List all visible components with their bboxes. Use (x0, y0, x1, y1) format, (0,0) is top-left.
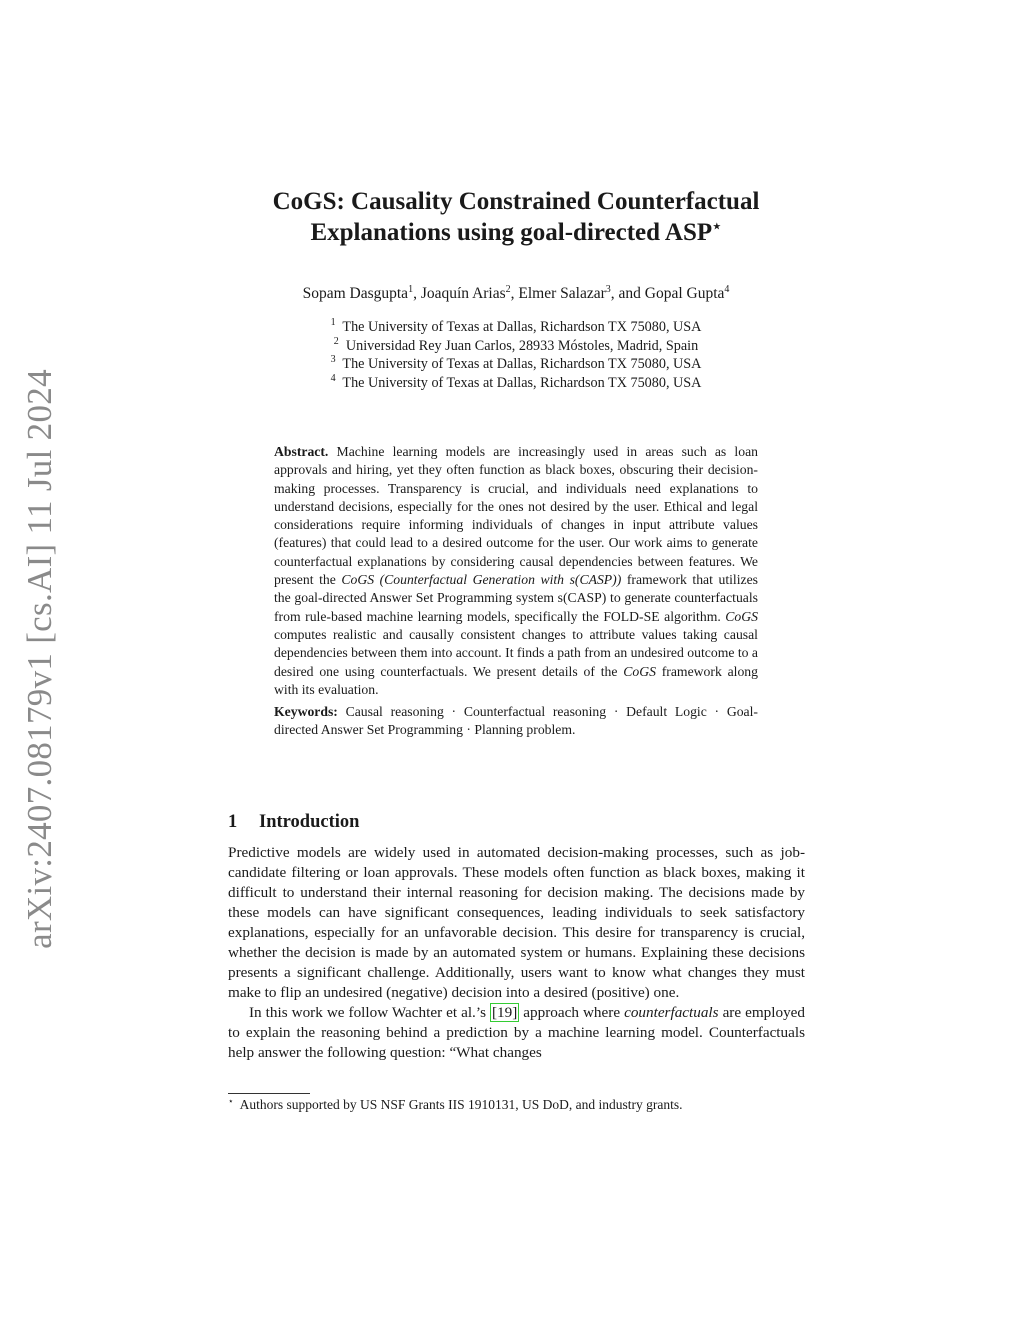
footnote-divider (228, 1093, 310, 1094)
footnote-text: Authors supported by US NSF Grants IIS 1910131, US DoD, and industry grants. (239, 1097, 683, 1112)
abstract-text: framework that utilizes the goal-directed Answer Set Programming system s(CASP) to generate counterfactuals from rule-based machine learning models, specifically the FOLD-SE algorithm. (274, 572, 759, 624)
abstract-italic-cogs: CoGS (623, 663, 656, 679)
author-affiliation-mark: 3 (605, 284, 611, 295)
author-separator: , and (610, 285, 645, 302)
footnote (228, 1096, 828, 1114)
affiliation-text: The University of Texas at Dallas, Richardson TX 75080, USA (342, 374, 702, 391)
title-line-1: CoGS: Causality Constrained Counterfactual (272, 188, 760, 215)
affiliation-line (228, 318, 804, 337)
author-affiliation-mark: 4 (724, 284, 730, 295)
intro-paragraph-2 (228, 1003, 805, 1063)
affiliation-list (228, 318, 804, 392)
affiliation-mark: 2 (333, 335, 339, 347)
author-name: Gopal Gupta (644, 285, 725, 302)
affiliation-text: Universidad Rey Juan Carlos, 28933 Móstoles, Madrid, Spain (345, 337, 699, 354)
affiliation-text: The University of Texas at Dallas, Richardson TX 75080, USA (342, 356, 702, 373)
intro-italic-term: counterfactuals (624, 1004, 719, 1021)
abstract-label: Abstract. (274, 444, 329, 459)
abstract-block (274, 443, 758, 740)
arxiv-identifier-text: arXiv:2407.08179v1 [cs.AI] 11 Jul 2024 (20, 369, 60, 949)
section-heading (228, 812, 804, 833)
footnote-mark: ⋆ (228, 1096, 234, 1106)
affiliation-mark: 3 (330, 354, 336, 366)
intro-text: are employed to explain the reasoning behind a prediction by a machine learning model. Counterfactuals help answer the following question: “What changes (228, 1004, 805, 1061)
affiliation-line (228, 355, 804, 374)
citation-link[interactable]: [19] (491, 1004, 518, 1021)
keywords-paragraph (274, 703, 758, 740)
affiliation-line (228, 374, 804, 393)
author-affiliation-mark: 1 (408, 284, 414, 295)
author-separator: , (413, 285, 421, 302)
author-affiliation-mark: 2 (505, 284, 511, 295)
keywords-text: Causal reasoning · Counterfactual reasoning · Default Logic · Goal-directed Answer Set Programming · Planning problem. (274, 704, 758, 738)
author-name: Sopam Dasgupta (302, 285, 409, 302)
affiliation-text: The University of Texas at Dallas, Richardson TX 75080, USA (342, 319, 702, 335)
abstract-text: Machine learning models are increasingly used in areas such as loan approvals and hiring, yet they often function as black boxes, obscuring their decision-making processes. Transparency is crucial, and individuals need explanations to understand decisions, especially for the ones not desired by the user. Ethical and legal considerations require informing individuals of changes in input attribute values (features) that could lead to a desired outcome for the user. Our work aims to generate counterfactual explanations by considering causal dependencies between features. We present the (274, 444, 758, 588)
abstract-text: computes realistic and causally consistent changes to attribute values taking causal dependencies between them into account. It finds a path from an undesired outcome to a desired one using counterfactuals. We present details of the (274, 626, 758, 679)
affiliation-mark: 4 (330, 372, 336, 384)
abstract-italic-cogs: CoGS (725, 608, 758, 624)
abstract-text: framework along with its evaluation. (274, 663, 758, 697)
affiliation-line (228, 337, 804, 356)
title-line-2: Explanations using goal-directed ASP (310, 219, 713, 246)
affiliation-mark: 1 (330, 317, 336, 328)
abstract-italic-framework: CoGS (Counterfactual Generation with s(CASP)) (341, 572, 622, 588)
introduction-body (228, 843, 805, 1063)
paper-title (228, 186, 804, 248)
abstract-paragraph (274, 443, 758, 699)
section-title: Introduction (259, 812, 360, 832)
title-footnote-mark: ⋆ (712, 219, 722, 235)
keywords-label: Keywords: (274, 704, 338, 720)
author-list (228, 284, 804, 304)
author-name: Joaquín Arias (420, 285, 506, 302)
author-separator: , (510, 285, 519, 302)
intro-text: approach where (519, 1004, 625, 1021)
author-name: Elmer Salazar (518, 285, 606, 302)
section-number: 1 (228, 812, 238, 832)
arxiv-identifier-stamp (14, 369, 66, 949)
intro-text: In this work we follow Wachter et al.’s (249, 1004, 490, 1021)
intro-paragraph-1: Predictive models are widely used in automated decision-making processes, such as job-candidate filtering or loan approvals. These models often function as black boxes, making it difficult to understand their internal reasoning for decision making. The decisions made by these models can have significant consequences, leading individuals to seek satisfactory explanations, especially for an unfavorable decision. This desire for transparency is crucial, whether the decision is made by an automated system or humans. Explaining these decisions presents a significant challenge. Additionally, users want to know what changes they must make to flip an undesired (negative) decision into a desired (positive) one. (228, 844, 805, 1001)
